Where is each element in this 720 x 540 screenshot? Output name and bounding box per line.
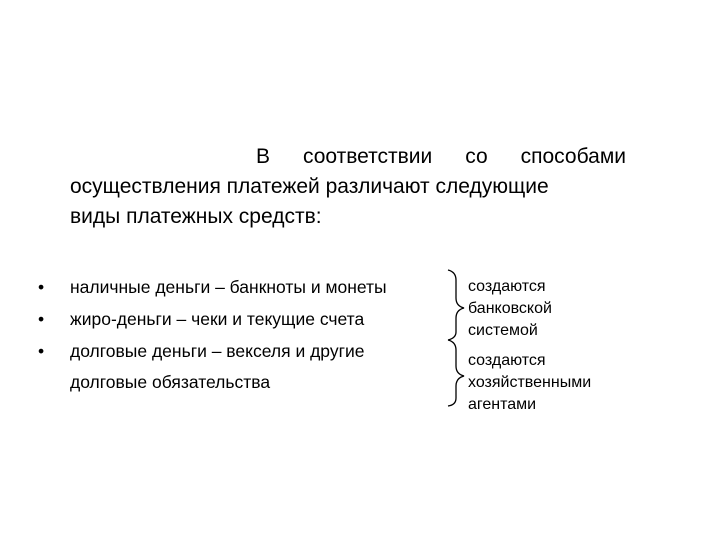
- note-line: хозяйственными: [468, 374, 592, 391]
- note-line: создаются: [468, 352, 546, 369]
- list-item-text: наличные деньги – банкноты и монеты: [70, 277, 387, 297]
- note-line: системой: [468, 322, 538, 339]
- right-brace-icon: [444, 268, 468, 408]
- upper-brace-path: [448, 270, 464, 340]
- list-item-text: жиро-деньги – чеки и текущие счета: [70, 309, 365, 329]
- payment-types-list: [38, 271, 448, 397]
- intro-line-1: В соответствии со способами: [256, 145, 626, 168]
- intro-line-2: осуществления платежей различают следующие: [70, 175, 549, 198]
- list-item-debt: [38, 335, 448, 397]
- bullet-icon: •: [38, 277, 45, 297]
- note-line: создаются: [468, 278, 546, 295]
- list-item-text: долговые деньги – векселя и другие: [70, 341, 365, 361]
- list-item-giro: [38, 303, 448, 335]
- bullet-icon: •: [38, 309, 45, 329]
- bullet-icon: •: [38, 341, 45, 361]
- lower-brace-path: [448, 340, 464, 406]
- list-item-cash: [38, 271, 448, 303]
- intro-line-3: виды платежных средств:: [70, 205, 322, 228]
- list-item-continuation: долговые обязательства: [70, 372, 271, 392]
- note-bank-system: [468, 276, 552, 342]
- note-line: банковской: [468, 300, 552, 317]
- note-economic-agents: [468, 350, 591, 416]
- intro-paragraph: [70, 142, 626, 232]
- note-line: агентами: [468, 396, 537, 413]
